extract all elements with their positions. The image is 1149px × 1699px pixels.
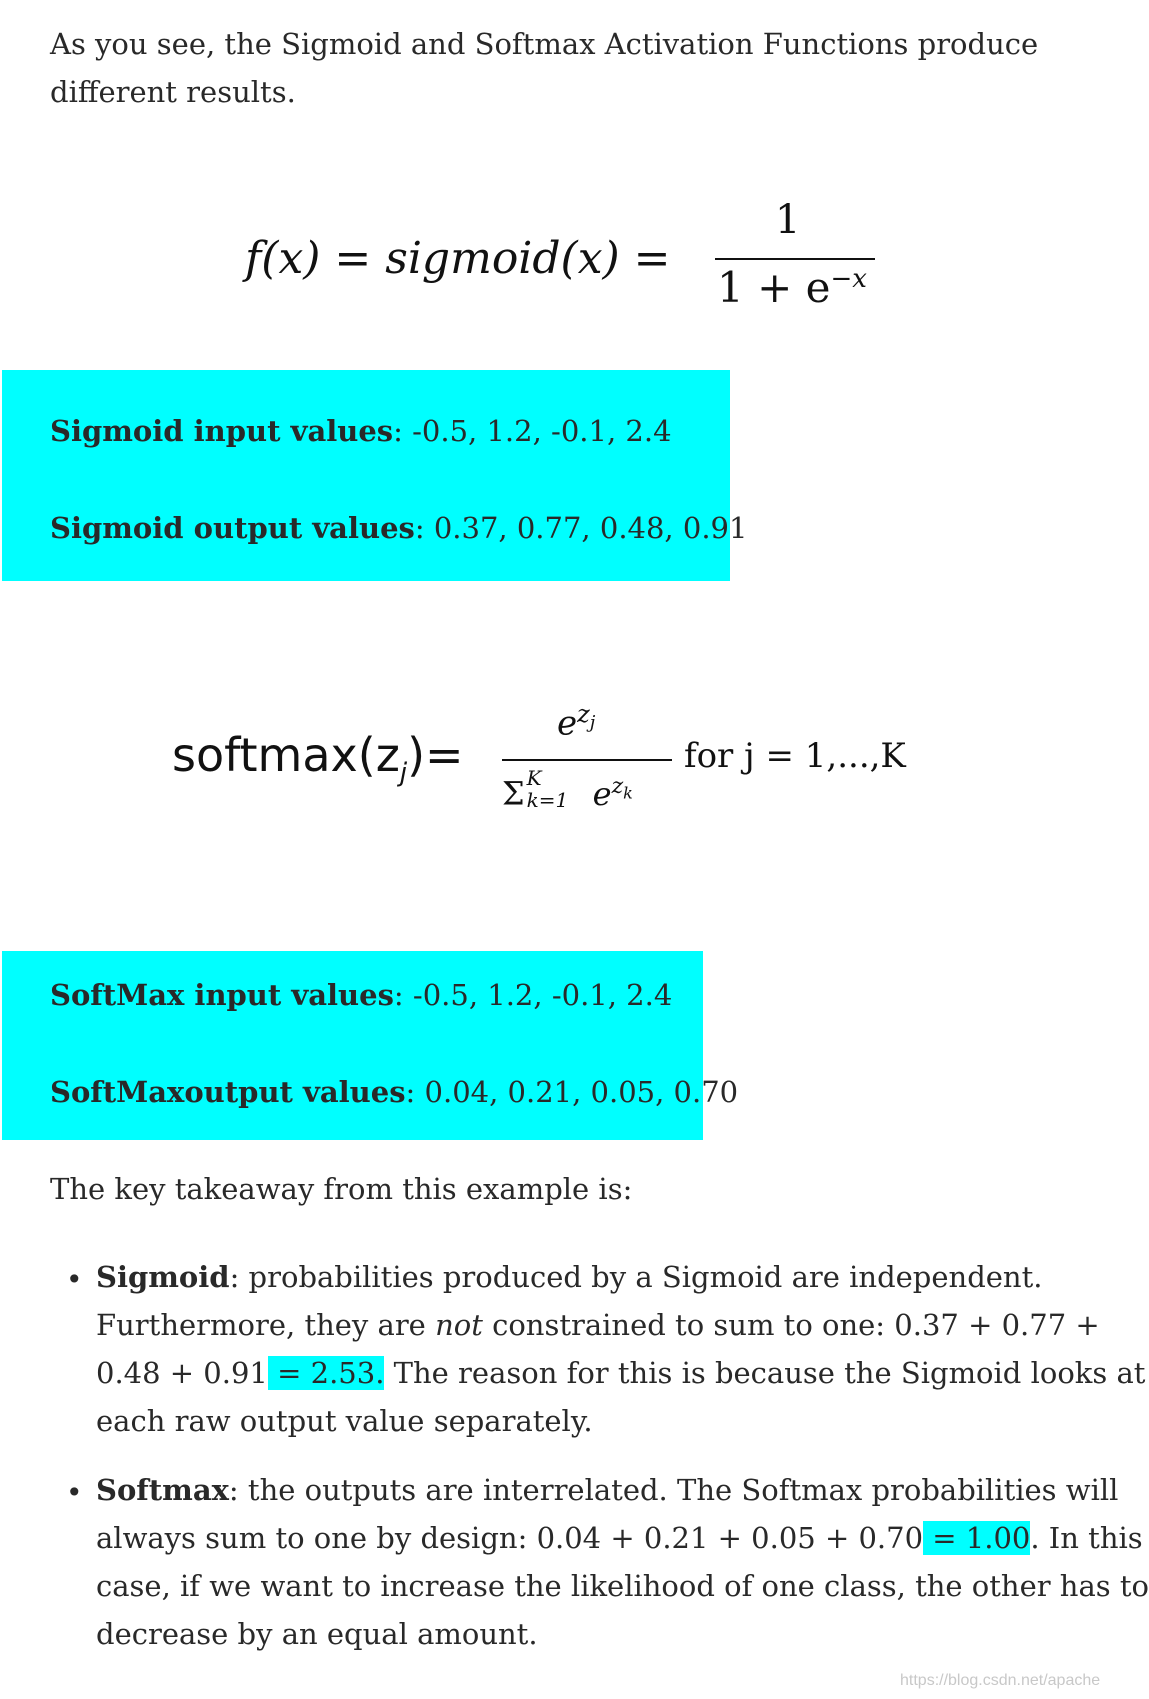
softmax-num-base: e (557, 703, 578, 744)
bullet-dot-icon: • (66, 1476, 83, 1509)
softmax-den-exp-sub: k (623, 783, 633, 803)
bullet-dot-icon: • (66, 1263, 83, 1296)
softmax-num-exp: z (577, 700, 590, 728)
bullet-sigmoid-line3a: 0.48 + 0.91 (96, 1356, 268, 1390)
softmax-lhs-sub: j (399, 758, 408, 789)
bullet-softmax-text (96, 1466, 1149, 1658)
bullet-softmax-line2b: . In this (1030, 1521, 1143, 1555)
sigmoid-output-label: Sigmoid output values (50, 511, 415, 545)
softmax-lhs-text: softmax(z (172, 728, 400, 782)
sigmoid-denominator-base: 1 + e (717, 263, 831, 312)
softmax-formula-lhs (172, 728, 464, 788)
softmax-den-exp: z (611, 774, 624, 799)
softmax-input-label: SoftMax input values (50, 978, 394, 1012)
intro-line-1: As you see, the Sigmoid and Softmax Activation Functions produce (50, 27, 1039, 61)
sigmoid-input-values: : -0.5, 1.2, -0.1, 2.4 (393, 414, 672, 448)
bullet-sigmoid-line4: each raw output value separately. (96, 1404, 593, 1438)
bullet-sigmoid-line2b: constrained to sum to one: 0.37 + 0.77 + (482, 1308, 1100, 1342)
sigmoid-values-box (2, 370, 748, 581)
softmax-den-upper: K (526, 766, 542, 790)
bullet-sigmoid-line3b: The reason for this is because the Sigmoid looks at (384, 1356, 1146, 1390)
intro-paragraph (50, 20, 1038, 116)
sigmoid-fraction-bar (715, 258, 875, 260)
softmax-num-exp-sub: j (589, 711, 596, 733)
bullet-softmax-line3: case, if we want to increase the likelihood of one class, the other has to (96, 1569, 1149, 1603)
bullet-sigmoid-line2a: Furthermore, they are (96, 1308, 436, 1342)
softmax-output-values: : 0.04, 0.21, 0.05, 0.70 (405, 1075, 739, 1109)
softmax-input-values: : -0.5, 1.2, -0.1, 2.4 (393, 978, 673, 1012)
sigmoid-input-label: Sigmoid input values (50, 414, 394, 448)
softmax-lhs-close: )= (407, 728, 464, 782)
bullet-softmax-line4: decrease by an equal amount. (96, 1617, 538, 1651)
sigmoid-input-line (50, 414, 672, 448)
softmax-output-label: SoftMaxoutput values (50, 1075, 406, 1109)
sigmoid-output-values: : 0.37, 0.77, 0.48, 0.91 (414, 511, 748, 545)
softmax-den-lower: k=1 (526, 788, 569, 812)
intro-line-2: different results. (50, 75, 296, 109)
softmax-formula-tail: for j = 1,...,K (684, 736, 906, 776)
softmax-values-box (2, 951, 739, 1140)
sigmoid-formula (245, 195, 885, 335)
softmax-den-sum: Σ (502, 774, 525, 813)
bullet-softmax-sum-highlight: = 1.00 (923, 1521, 1031, 1555)
bullet-sigmoid-line1: : probabilities produced by a Sigmoid are independent. (229, 1260, 1043, 1294)
sigmoid-denominator-exp: −x (830, 264, 867, 294)
watermark: https://blog.csdn.net/apache (900, 1672, 1101, 1689)
bullet-sigmoid-label: Sigmoid (96, 1260, 230, 1294)
sigmoid-formula-lhs: f(x) = sigmoid(x) = (245, 233, 671, 284)
softmax-output-line (50, 1075, 738, 1109)
softmax-formula (172, 680, 932, 850)
softmax-den-base: e (592, 774, 612, 813)
bullet-softmax-line1: : the outputs are interrelated. The Softmax probabilities will (228, 1473, 1119, 1507)
softmax-denominator (502, 766, 633, 813)
takeaway-text: The key takeaway from this example is: (50, 1172, 633, 1206)
bullet-sigmoid-sum-highlight: = 2.53. (267, 1356, 385, 1390)
sigmoid-output-line (50, 511, 747, 545)
bullet-sigmoid-text (96, 1253, 1145, 1445)
sigmoid-formula-denominator (717, 263, 867, 312)
softmax-input-line (50, 978, 672, 1012)
bullet-softmax-label: Softmax (96, 1473, 229, 1507)
sigmoid-formula-numerator: 1 (775, 197, 801, 243)
softmax-fraction-bar (502, 759, 672, 761)
softmax-numerator (557, 700, 595, 743)
bullet-sigmoid-emphasis: not (435, 1308, 483, 1342)
bullet-softmax-line2a: always sum to one by design: 0.04 + 0.21 + 0.05 + 0.70 (96, 1521, 924, 1555)
